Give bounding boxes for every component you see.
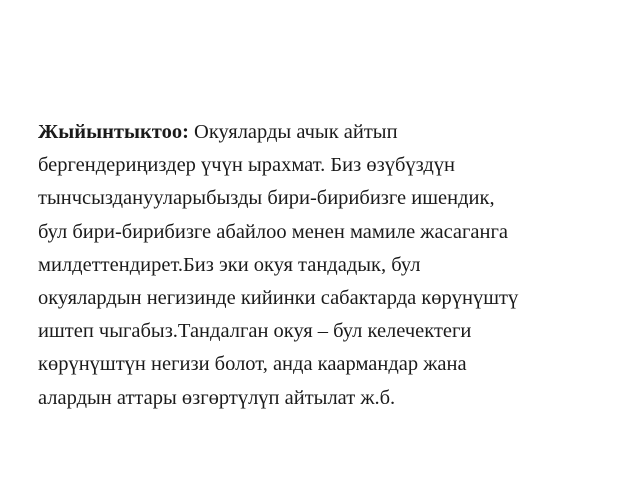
summary-line-8: көрүнүштүн негизи болот, анда каармандар жана: [38, 353, 467, 376]
summary-line-1: Окуяларды ачык айтып: [188, 121, 398, 143]
summary-line-2: бергендериңиздер үчүн ырахмат. Биз өзүбүздүн: [38, 154, 456, 177]
summary-line-6: окуялардын негизинде кийинки сабактарда көрүнүштү: [38, 287, 519, 310]
summary-line-9: алардын аттары өзгөртүлүп айтылат ж.б.: [38, 386, 396, 409]
summary-line-4: бул бири-бирибизге абайлоо менен мамиле жасаганга: [38, 220, 508, 243]
summary-label: Жыйынтыктоо:: [38, 121, 189, 143]
summary-line-7: иштеп чыгабыз.Тандалган окуя – бул келечектеги: [38, 320, 472, 343]
summary-paragraph: [38, 116, 618, 415]
summary-line-3: тынчсызданууларыбызды бири-бирибизге ишендик,: [38, 187, 495, 210]
summary-line-5: милдеттендирет.Биз эки окуя тандадык, бул: [38, 253, 421, 276]
